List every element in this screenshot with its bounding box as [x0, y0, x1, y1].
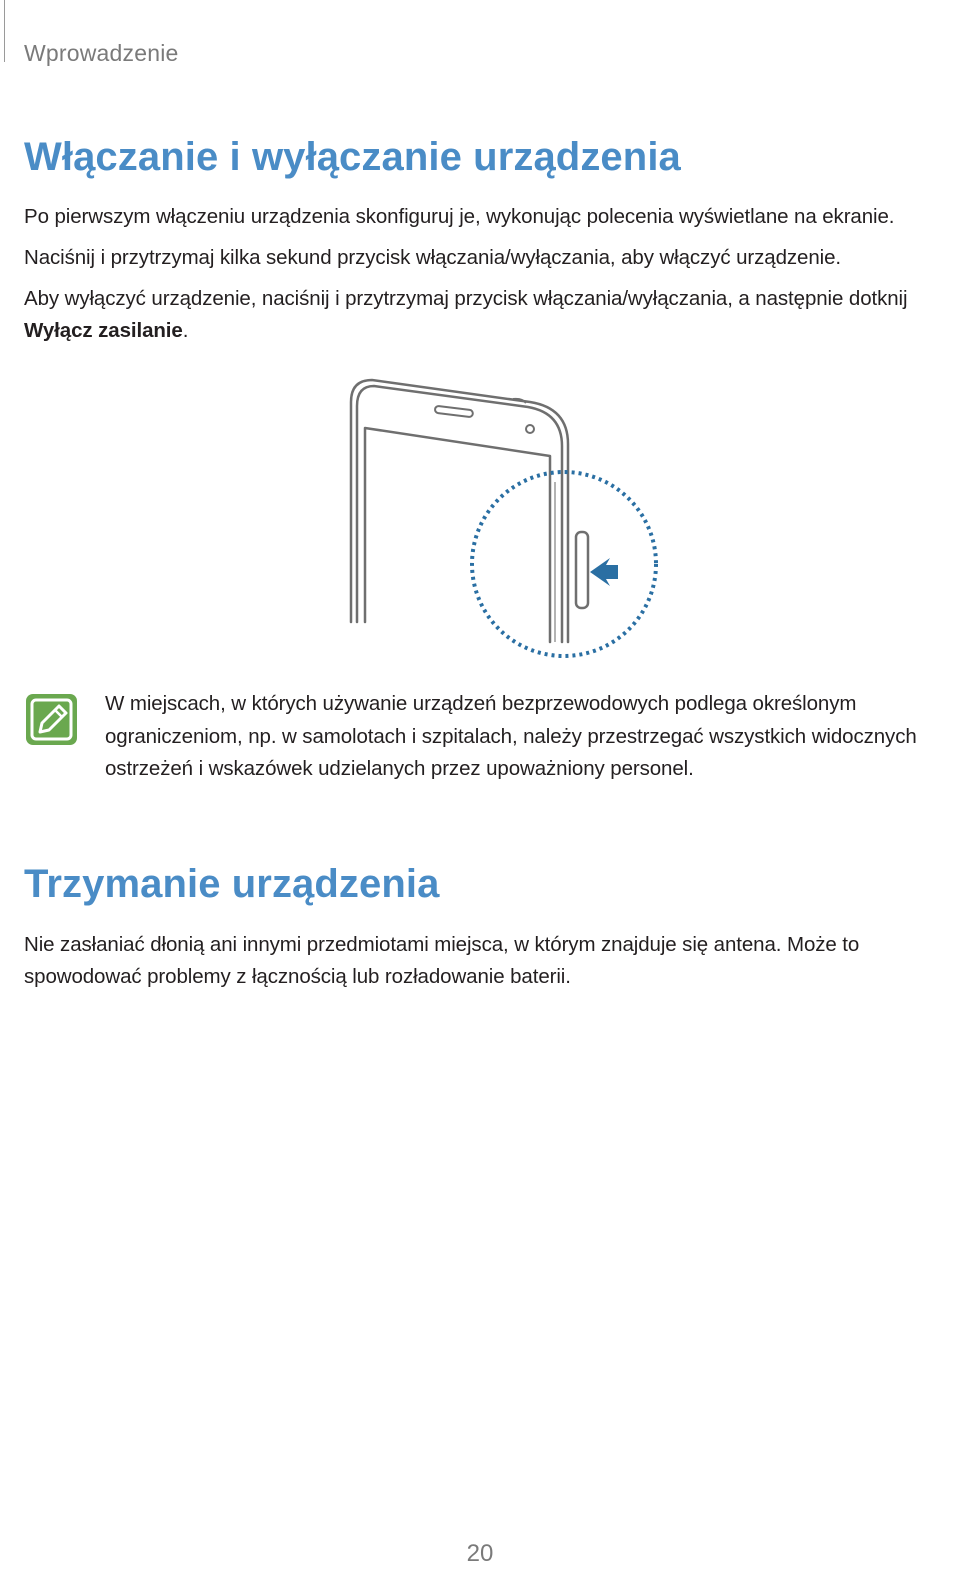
- device-power-button-illustration: [340, 372, 670, 672]
- note-text: W miejscach, w których używanie urządzeń bezprzewodowych podlega określonym ograniczeniom, np. w samolotach i szpitalach, należy przestrzegać wszystkich widocznych ostrzeżeń i wskazówek udzielanych przez upoważniony personel.: [105, 692, 917, 780]
- running-head: Wprowadzenie: [24, 40, 179, 66]
- power-off-option: Wyłącz zasilanie: [24, 319, 183, 342]
- margin-rule: [4, 0, 5, 62]
- power-off-period: .: [182, 319, 189, 342]
- note-pencil-icon: [24, 692, 79, 747]
- section-title-holding: Trzymanie urządzenia: [24, 862, 440, 906]
- paragraph-antenna: Nie zasłaniać dłonią ani innymi przedmiotami miejsca, w którym znajduje się antena. Może to spowodować problemy z łącznością lub rozładowanie baterii.: [24, 933, 860, 988]
- section-title-power: Włączanie i wyłączanie urządzenia: [24, 135, 681, 179]
- paragraph-setup: Po pierwszym włączeniu urządzenia skonfiguruj je, wykonując polecenia wyświetlane na ekranie.: [24, 205, 895, 228]
- page-number: 20: [466, 1540, 494, 1567]
- paragraph-power-on: Naciśnij i przytrzymaj kilka sekund przycisk włączania/wyłączania, aby włączyć urządzenie.: [24, 246, 841, 269]
- power-off-text: Aby wyłączyć urządzenie, naciśnij i przytrzymaj przycisk włączania/wyłączania, a następnie dotknij: [24, 287, 908, 310]
- paragraph-power-off: [24, 283, 960, 347]
